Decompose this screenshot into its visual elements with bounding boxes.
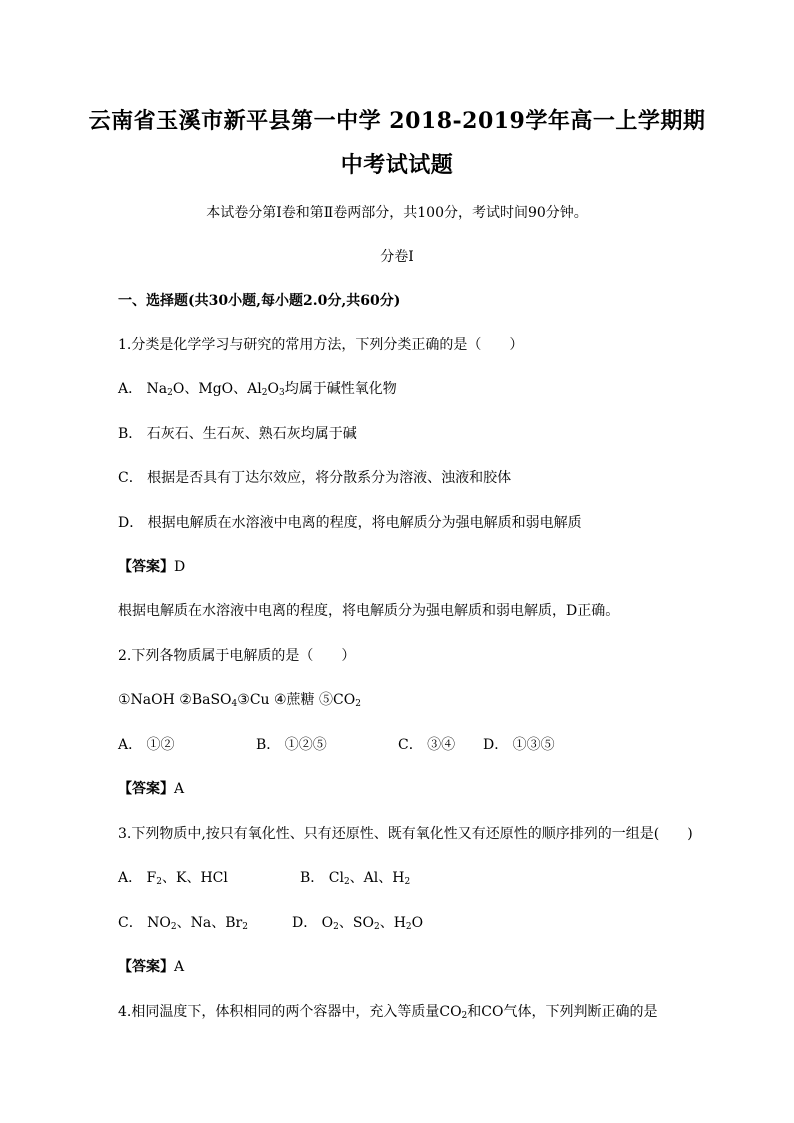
q2-items: ①NaOH ②BaSO$_4$③Cu ④蔗糖 $⑤CO_2$	[118, 692, 361, 709]
volume-heading: 分卷I	[380, 249, 414, 265]
q1-option-c: C． 根据是否具有丁达尔效应，将分散系分为溶液、浊液和胶体	[118, 470, 512, 486]
q1-option-d: D． 根据电解质在水溶液中电离的程度，将电解质分为强电解质和弱电解质	[118, 515, 582, 531]
q1-option-a: A． $Na_2O$、MgO、$Al_2O_3$均属于碱性氧化物	[118, 381, 397, 398]
q1-answer	[118, 556, 185, 576]
q2-answer	[118, 778, 184, 798]
q3-options-ab	[118, 867, 410, 887]
answer-label: 【答案】	[118, 781, 174, 797]
q2-option-b: B． ①②⑤	[256, 737, 327, 753]
q2-option-d: D． ①③⑤	[483, 737, 555, 753]
section-heading: 一、选择题(共30小题,每小题2.0分,共60分)	[118, 293, 401, 309]
answer-label: 【答案】	[118, 559, 174, 575]
q3-option-a: A． $F_2$、K、HCl	[118, 870, 228, 887]
q4-stem: 4.相同温度下，体积相同的两个容器中，充入等质量$CO_2$和CO气体，下列判断正确的是	[118, 1004, 658, 1021]
q2-stem: 2.下列各物质属于电解质的是（ ）	[118, 648, 356, 664]
q3-answer	[118, 956, 184, 976]
q1-explanation: 根据电解质在水溶液中电离的程度，将电解质分为强电解质和弱电解质，D正确。	[118, 603, 620, 619]
page-title-line2: 中考试试题	[340, 152, 454, 178]
q1-option-b: B． 石灰石、生石灰、熟石灰均属于碱	[118, 426, 357, 442]
exam-intro: 本试卷分第Ⅰ卷和第Ⅱ卷两部分，共100分，考试时间90分钟。	[206, 205, 588, 221]
q2-option-c: C． ③④	[398, 737, 456, 753]
q3-option-c: C． $NO_2$、Na、$Br_2$	[118, 915, 248, 932]
answer-value: A	[174, 959, 185, 975]
answer-value: D	[174, 559, 186, 575]
q3-option-b: B． $Cl_2$、Al、$H_2$	[300, 870, 411, 887]
q3-options-cd	[118, 912, 423, 932]
answer-label: 【答案】	[118, 959, 174, 975]
q1-stem: 1.分类是化学学习与研究的常用方法，下列分类正确的是（ ）	[118, 337, 524, 353]
answer-value: A	[174, 781, 185, 797]
q3-option-d: D． $O_2$、$SO_2$、$H_2O$	[292, 915, 424, 932]
page-title-line1: 云南省玉溪市新平县第一中学 2018-2019学年高一上学期期	[88, 108, 706, 134]
q2-option-a: A． ①②	[118, 737, 175, 753]
q3-stem: 3.下列物质中,按只有氧化性、只有还原性、既有氧化性又有还原性的顺序排列的一组是( )	[118, 826, 693, 842]
q2-options	[118, 734, 555, 754]
